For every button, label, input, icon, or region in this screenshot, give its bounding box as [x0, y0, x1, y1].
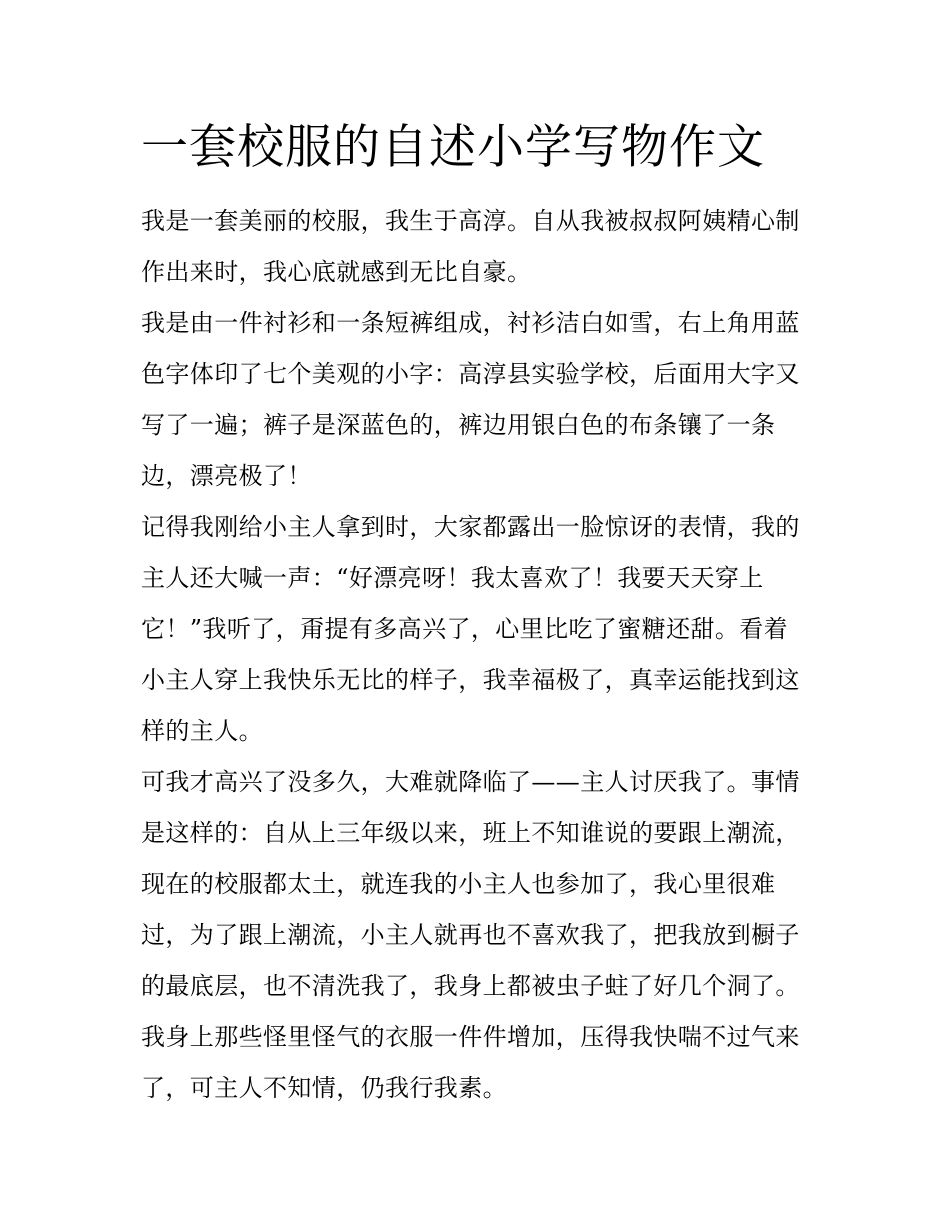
text-line: 边，漂亮极了！ [141, 462, 312, 490]
document-title: 一套校服的自述小学写物作文 [141, 120, 765, 175]
paragraph-3 [141, 502, 821, 757]
text-line: 记得我刚给小主人拿到时，大家都露出一脸惊讶的表情，我的 [141, 513, 800, 541]
paragraph-1 [141, 196, 821, 298]
text-line: 作出来时，我心底就感到无比自豪。 [141, 258, 532, 286]
text-line: 了，可主人不知情，仍我行我素。 [141, 1074, 507, 1102]
text-line: 现在的校服都太土，就连我的小主人也参加了，我心里很难 [141, 870, 776, 898]
text-line: 我是由一件衬衫和一条短裤组成，衬衫洁白如雪，右上角用蓝 [141, 309, 800, 337]
text-line: 是这样的：自从上三年级以来，班上不知谁说的要跟上潮流， [141, 819, 800, 847]
paragraph-4 [141, 757, 821, 1114]
text-line: 写了一遍；裤子是深蓝色的，裤边用银白色的布条镶了一条 [141, 411, 776, 439]
text-line: 样的主人。 [141, 717, 263, 745]
text-line: 小主人穿上我快乐无比的样子，我幸福极了，真幸运能找到这 [141, 666, 800, 694]
text-line: 过，为了跟上潮流，小主人就再也不喜欢我了，把我放到橱子 [141, 921, 800, 949]
text-line: 主人还大喊一声：“好漂亮呀！我太喜欢了！我要天天穿上 [141, 564, 764, 592]
document-body [141, 196, 821, 1114]
text-line: 我是一套美丽的校服，我生于高淳。自从我被叔叔阿姨精心制 [141, 207, 800, 235]
text-line: 可我才高兴了没多久，大难就降临了——主人讨厌我了。事情 [141, 768, 800, 796]
text-line: 它！”我听了，甭提有多高兴了，心里比吃了蜜糖还甜。看着 [141, 615, 789, 643]
text-line: 的最底层，也不清洗我了，我身上都被虫子蛀了好几个洞了。 [141, 972, 800, 1000]
paragraph-2 [141, 298, 821, 502]
text-line: 我身上那些怪里怪气的衣服一件件增加，压得我快喘不过气来 [141, 1023, 800, 1051]
text-line: 色字体印了七个美观的小字：高淳县实验学校，后面用大字又 [141, 360, 800, 388]
